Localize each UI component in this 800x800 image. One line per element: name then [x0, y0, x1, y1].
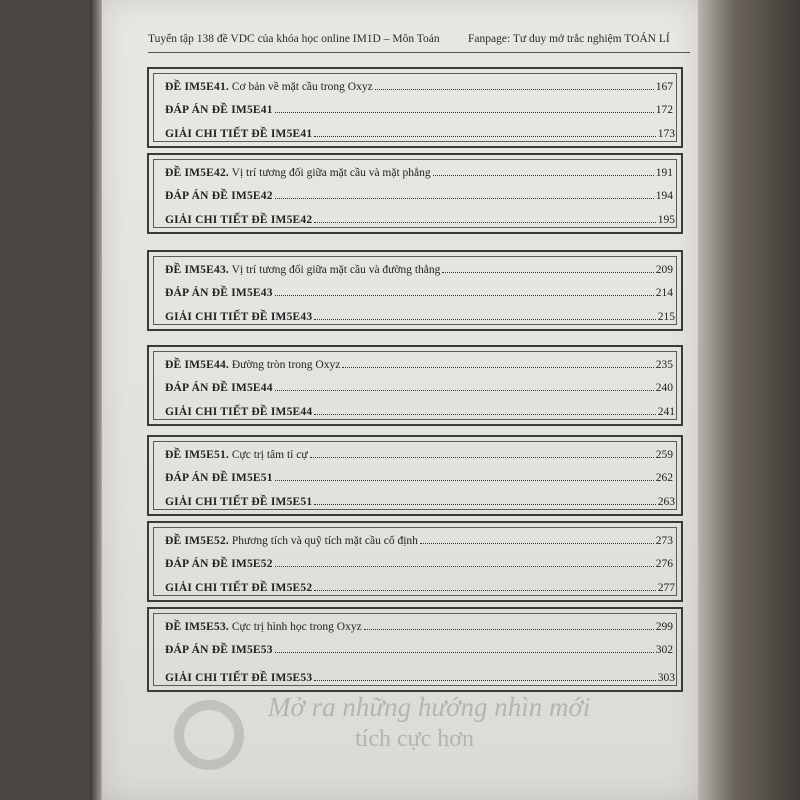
page-number: 214: [655, 287, 673, 299]
page-number: 241: [657, 406, 675, 418]
toc-entry-answers[interactable]: [165, 184, 673, 202]
dot-leader: [364, 629, 654, 630]
dot-leader: [375, 89, 654, 90]
page-number: 215: [657, 311, 675, 323]
answers-label: ĐÁP ÁN ĐỀ IM5E53: [165, 644, 273, 656]
toc-entry-exam[interactable]: [165, 529, 673, 547]
toc-entry-exam[interactable]: [165, 615, 673, 633]
exam-code: ĐỀ IM5E53.: [165, 621, 229, 633]
exam-title: Phương tích và quỹ tích mặt cầu cố định: [231, 535, 418, 547]
dot-leader: [433, 175, 654, 176]
toc-section-im5e43: [147, 250, 683, 331]
dot-leader: [314, 222, 655, 223]
toc-entry-solutions[interactable]: [165, 666, 675, 684]
dot-leader: [314, 680, 655, 681]
page-number: 195: [657, 214, 675, 226]
toc-entry-answers[interactable]: [165, 552, 673, 570]
exam-code: ĐỀ IM5E41.: [165, 81, 229, 93]
exam-code: ĐỀ IM5E43.: [165, 264, 229, 276]
toc-entry-exam[interactable]: [165, 258, 673, 276]
exam-title: Cực trị hình học trong Oxyz: [231, 621, 362, 633]
answers-label: ĐÁP ÁN ĐỀ IM5E41: [165, 104, 273, 116]
header-divider: [148, 52, 690, 53]
dot-leader: [275, 198, 654, 199]
watermark-logo-icon: [174, 700, 244, 770]
header-fanpage: Fanpage: Tư duy mở trắc nghiệm TOÁN LÍ: [468, 33, 670, 45]
dot-leader: [275, 480, 654, 481]
toc-entry-exam[interactable]: [165, 443, 673, 461]
answers-label: ĐÁP ÁN ĐỀ IM5E43: [165, 287, 273, 299]
exam-title: Vị trí tương đối giữa mặt cầu và mặt phẳng: [231, 167, 431, 179]
page-number: 191: [655, 167, 673, 179]
toc-entry-answers[interactable]: [165, 98, 673, 116]
toc-entry-answers[interactable]: [165, 281, 673, 299]
toc-section-im5e53: [147, 607, 683, 692]
page-number: 262: [655, 472, 673, 484]
dot-leader: [275, 566, 654, 567]
toc-entry-solutions[interactable]: [165, 576, 675, 594]
page-number: 235: [655, 359, 673, 371]
solutions-label: GIẢI CHI TIẾT ĐỀ IM5E51: [165, 496, 313, 508]
solutions-label: GIẢI CHI TIẾT ĐỀ IM5E52: [165, 582, 313, 594]
dot-leader: [275, 652, 654, 653]
answers-label: ĐÁP ÁN ĐỀ IM5E51: [165, 472, 273, 484]
dot-leader: [314, 319, 655, 320]
toc-entry-solutions[interactable]: [165, 490, 675, 508]
page-number: 277: [657, 582, 675, 594]
toc-entry-answers[interactable]: [165, 376, 673, 394]
page-edge-shadow: [698, 0, 800, 800]
exam-code: ĐỀ IM5E52.: [165, 535, 229, 547]
solutions-label: GIẢI CHI TIẾT ĐỀ IM5E53: [165, 672, 313, 684]
toc-section-im5e51: [147, 435, 683, 516]
exam-title: Đường tròn trong Oxyz: [231, 359, 341, 371]
dot-leader: [275, 390, 654, 391]
toc-section-im5e52: [147, 521, 683, 602]
toc-section-im5e42: [147, 153, 683, 234]
toc-section-im5e44: [147, 345, 683, 426]
exam-code: ĐỀ IM5E44.: [165, 359, 229, 371]
page-number: 172: [655, 104, 673, 116]
page-number: 209: [655, 264, 673, 276]
page-number: 299: [655, 621, 673, 633]
dot-leader: [442, 272, 653, 273]
toc-entry-exam[interactable]: [165, 161, 673, 179]
dot-leader: [314, 414, 655, 415]
solutions-label: GIẢI CHI TIẾT ĐỀ IM5E42: [165, 214, 313, 226]
dot-leader: [275, 112, 654, 113]
exam-title: Vị trí tương đối giữa mặt cầu và đường thẳng: [231, 264, 441, 276]
page-number: 194: [655, 190, 673, 202]
header-course-title: Tuyển tập 138 đề VDC của khóa học online IM1D – Môn Toán: [148, 33, 440, 45]
watermark: [160, 690, 700, 800]
dot-leader: [275, 295, 654, 296]
answers-label: ĐÁP ÁN ĐỀ IM5E44: [165, 382, 273, 394]
solutions-label: GIẢI CHI TIẾT ĐỀ IM5E41: [165, 128, 313, 140]
exam-code: ĐỀ IM5E42.: [165, 167, 229, 179]
toc-entry-answers[interactable]: [165, 638, 673, 656]
toc-entry-solutions[interactable]: [165, 122, 675, 140]
exam-title: Cơ bản về mặt cầu trong Oxyz: [231, 81, 373, 93]
watermark-slogan-line1: Mở ra những hướng nhìn mới: [268, 692, 591, 722]
dot-leader: [314, 136, 655, 137]
toc-entry-solutions[interactable]: [165, 305, 675, 323]
dot-leader: [310, 457, 654, 458]
toc-entry-exam[interactable]: [165, 353, 673, 371]
toc-entry-solutions[interactable]: [165, 400, 675, 418]
toc-entry-answers[interactable]: [165, 466, 673, 484]
exam-title: Cực trị tâm tỉ cự: [231, 449, 308, 461]
toc-entry-exam[interactable]: [165, 75, 673, 93]
page-number: 167: [655, 81, 673, 93]
dot-leader: [420, 543, 654, 544]
solutions-label: GIẢI CHI TIẾT ĐỀ IM5E43: [165, 311, 313, 323]
toc-section-im5e41: [147, 67, 683, 148]
page-number: 273: [655, 535, 673, 547]
solutions-label: GIẢI CHI TIẾT ĐỀ IM5E44: [165, 406, 313, 418]
dot-leader: [314, 590, 655, 591]
page-number: 263: [657, 496, 675, 508]
page-number: 303: [657, 672, 675, 684]
page-number: 276: [655, 558, 673, 570]
dot-leader: [342, 367, 653, 368]
answers-label: ĐÁP ÁN ĐỀ IM5E52: [165, 558, 273, 570]
dot-leader: [314, 504, 655, 505]
toc-entry-solutions[interactable]: [165, 208, 675, 226]
page-number: 302: [655, 644, 673, 656]
answers-label: ĐÁP ÁN ĐỀ IM5E42: [165, 190, 273, 202]
page-number: 173: [657, 128, 675, 140]
page-number: 259: [655, 449, 673, 461]
exam-code: ĐỀ IM5E51.: [165, 449, 229, 461]
page-number: 240: [655, 382, 673, 394]
watermark-slogan-line2: tích cực hơn: [355, 726, 474, 752]
